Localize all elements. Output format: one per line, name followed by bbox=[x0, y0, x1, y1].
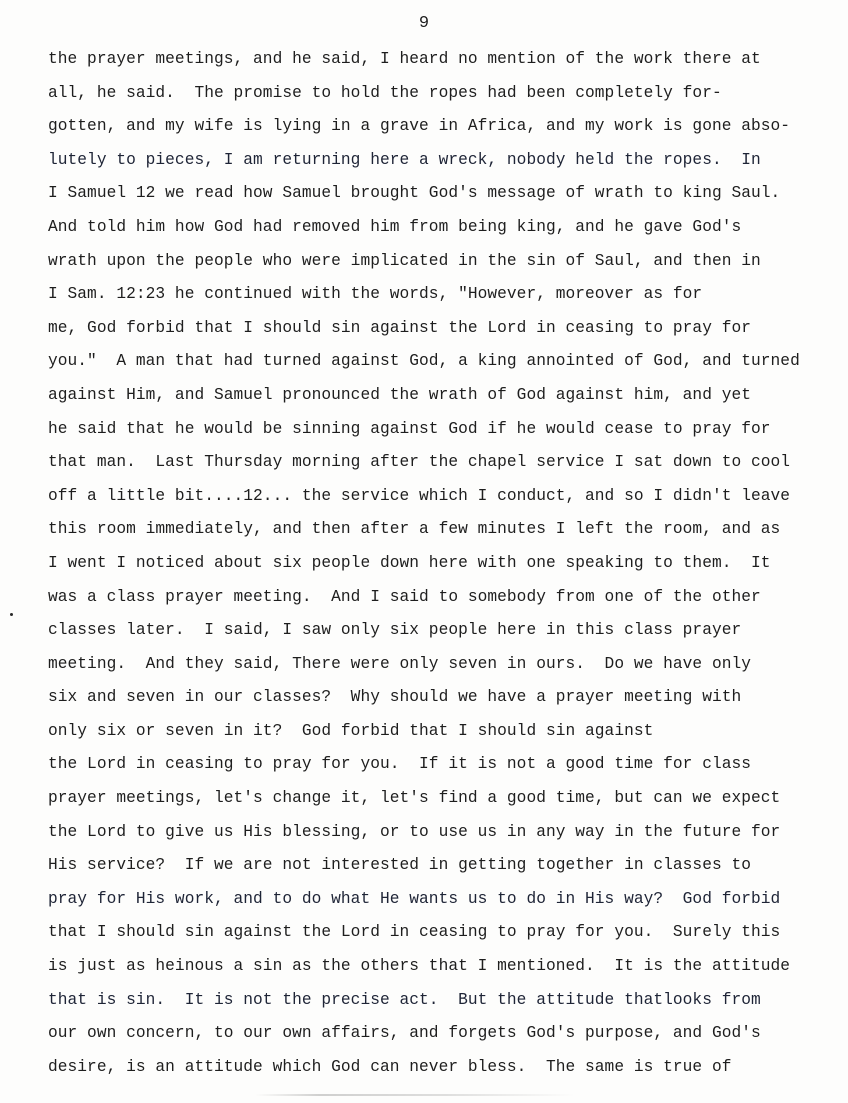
text-line: the Lord to give us His blessing, or to use us in any way in the future for bbox=[48, 822, 781, 841]
text-line: is just as heinous a sin as the others that I mentioned. It is the attitude bbox=[48, 957, 791, 976]
text-line: all, he said. The promise to hold the ropes had been completely for- bbox=[48, 83, 722, 102]
text-line: me, God forbid that I should sin against the Lord in ceasing to pray for bbox=[48, 318, 752, 337]
text-line: our own concern, to our own affairs, and forgets God's purpose, and God's bbox=[48, 1024, 761, 1043]
text-line: only six or seven in it? God forbid that I should sin against bbox=[48, 721, 654, 740]
typewritten-body bbox=[48, 46, 838, 1087]
text-line: that is sin. It is not the precise act. But the attitude thatlooks from bbox=[48, 990, 761, 1009]
text-line: the prayer meetings, and he said, I heard no mention of the work there at bbox=[48, 50, 761, 68]
text-line: desire, is an attitude which God can never bless. The same is true of bbox=[48, 1057, 732, 1076]
text-line: he said that he would be sinning against God if he would cease to pray for bbox=[48, 419, 771, 438]
text-line: And told him how God had removed him from being king, and he gave God's bbox=[48, 217, 742, 236]
text-line: His service? If we are not interested in getting together in classes to bbox=[48, 856, 752, 875]
text-line: classes later. I said, I saw only six people here in this class prayer bbox=[48, 621, 742, 640]
text-line: gotten, and my wife is lying in a grave in Africa, and my work is gone abso- bbox=[48, 117, 791, 136]
text-line: meeting. And they said, There were only seven in ours. Do we have only bbox=[48, 654, 752, 673]
text-line: that I should sin against the Lord in ceasing to pray for you. Surely this bbox=[48, 923, 781, 942]
text-line: this room immediately, and then after a few minutes I left the room, and as bbox=[48, 520, 781, 539]
text-line: off a little bit....12... the service which I conduct, and so I didn't leave bbox=[48, 486, 791, 505]
text-line: I Samuel 12 we read how Samuel brought God's message of wrath to king Saul. bbox=[48, 184, 781, 203]
text-line: I went I noticed about six people down here with one speaking to them. It bbox=[48, 553, 771, 572]
text-line: against Him, and Samuel pronounced the wrath of God against him, and yet bbox=[48, 385, 752, 404]
text-line: the Lord in ceasing to pray for you. If it is not a good time for class bbox=[48, 755, 752, 774]
text-line: prayer meetings, let's change it, let's find a good time, but can we expect bbox=[48, 789, 781, 808]
text-line: you." A man that had turned against God, a king annointed of God, and turned bbox=[48, 352, 800, 371]
text-line: six and seven in our classes? Why should we have a prayer meeting with bbox=[48, 688, 742, 707]
scan-smudge bbox=[255, 1094, 575, 1096]
text-line: wrath upon the people who were implicated in the sin of Saul, and then in bbox=[48, 251, 761, 270]
text-line: that man. Last Thursday morning after the chapel service I sat down to cool bbox=[48, 453, 791, 472]
text-line: was a class prayer meeting. And I said to somebody from one of the other bbox=[48, 587, 761, 606]
text-line: pray for His work, and to do what He wants us to do in His way? God forbid bbox=[48, 889, 781, 908]
text-line: lutely to pieces, I am returning here a wreck, nobody held the ropes. In bbox=[48, 150, 761, 169]
page-number: 9 bbox=[418, 14, 430, 33]
stray-ink-dot bbox=[10, 613, 13, 616]
text-line: I Sam. 12:23 he continued with the words, "However, moreover as for bbox=[48, 285, 703, 304]
